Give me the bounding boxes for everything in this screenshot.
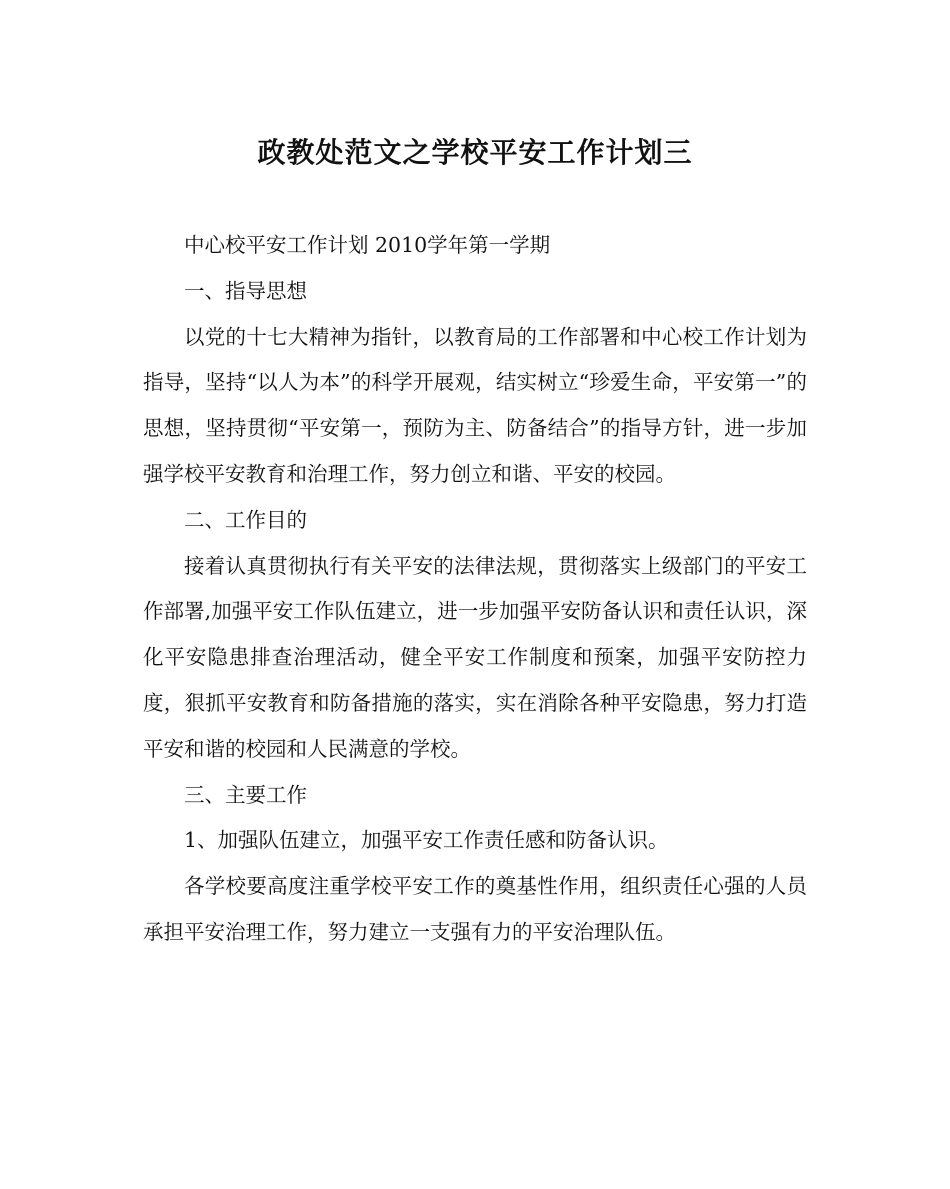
section-heading-main-work: 三、主要工作 (184, 782, 307, 807)
section-heading-work-objectives: 二、工作目的 (184, 507, 307, 532)
document-body (143, 223, 807, 956)
paragraph-work-objectives: 接着认真贯彻执行有关平安的法律法规，贯彻落实上级部门的平安工作部署,加强平安工作队伍建立，进一步加强平安防备认识和责任认识，深化平安隐患排查治理活动，健全平安工作制度和预案，加强平安防控力度，狠抓平安教育和防备措施的落实，实在消除各种平安隐患，努力打造平安和谐的校园和人民满意的学校。 (143, 553, 807, 761)
section-heading-guiding-ideology: 一、指导思想 (184, 278, 307, 303)
paragraph-guiding-ideology: 以党的十七大精神为指针，以教育局的工作部署和中心校工作计划为指导，坚持“以人为本”的科学开展观，结实树立“珍爱生命，平安第一”的思想，坚持贯彻“平安第一，预防为主、防备结合”的指导方针，进一步加强学校平安教育和治理工作，努力创立和谐、平安的校园。 (143, 324, 807, 486)
subheading-team-building: 1、加强队伍建立，加强平安工作责任感和防备认识。 (184, 828, 669, 853)
plan-subtitle: 中心校平安工作计划 2010学年第一学期 (184, 233, 551, 257)
document-title: 政教处范文之学校平安工作计划三 (257, 136, 693, 169)
paragraph-team-building: 各学校要高度注重学校平安工作的奠基性作用，组织责任心强的人员承担平安治理工作，努力建立一支强有力的平安治理队伍。 (143, 874, 807, 944)
